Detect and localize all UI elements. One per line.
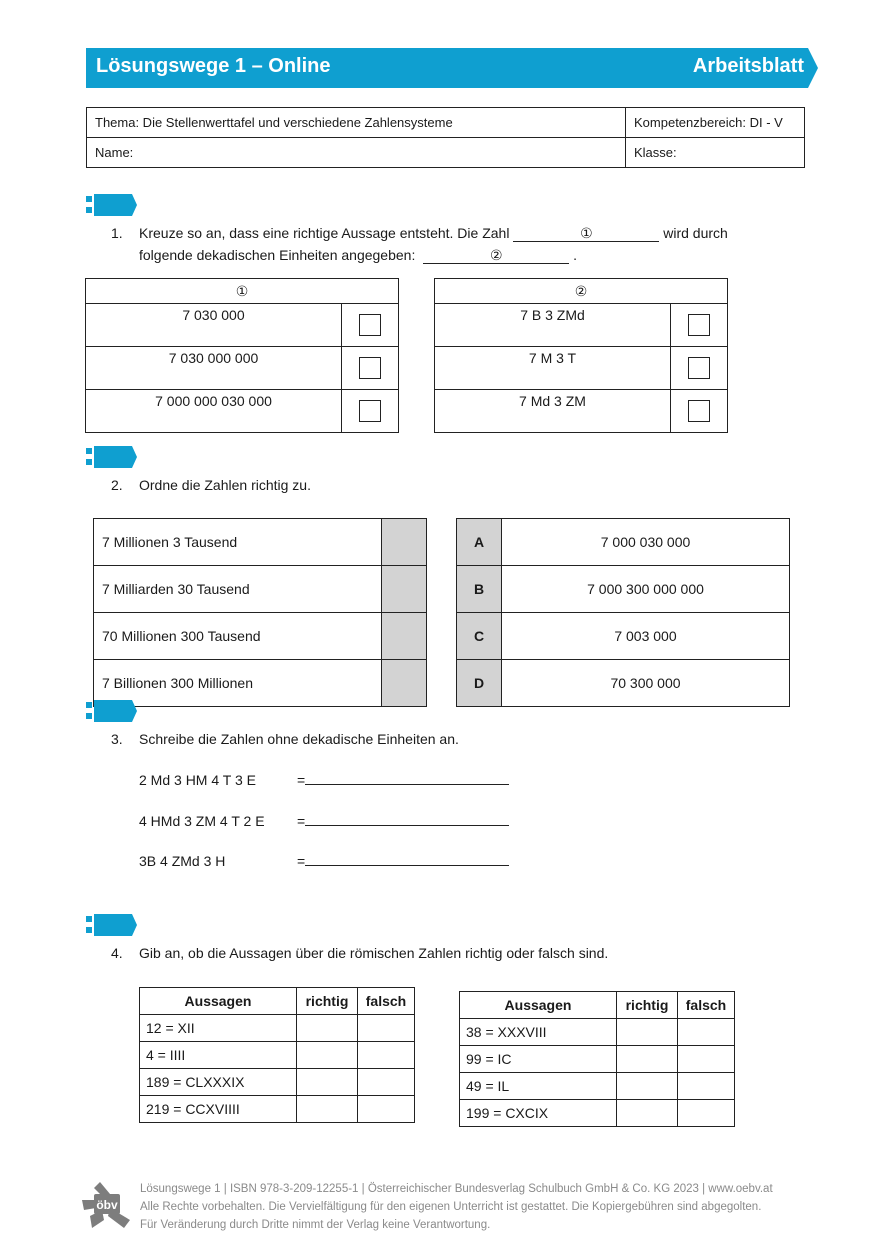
correct-cell[interactable]	[297, 1042, 358, 1069]
task1-text-c: folgende dekadischen Einheiten angegeben:	[139, 247, 416, 263]
match-term: 7 Milliarden 30 Tausend	[94, 566, 382, 613]
checkbox[interactable]	[688, 357, 710, 379]
match-term: 7 Billionen 300 Millionen	[94, 660, 382, 707]
name-field[interactable]: Name:	[87, 138, 626, 168]
checkbox[interactable]	[359, 357, 381, 379]
task2-left-table	[93, 518, 427, 707]
publisher-logo-icon	[80, 1180, 132, 1232]
roman-statement: 199 = CXCIX	[460, 1100, 617, 1127]
correct-cell[interactable]	[617, 1019, 678, 1046]
competence-cell: Kompetenzbereich: DI - V	[626, 108, 805, 138]
footer-line-1: Lösungswege 1 | ISBN 978-3-209-12255-1 | Österreichischer Bundesverlag Schulbuch GmbH & Co. KG 2023 | www.oebv.at	[140, 1183, 773, 1195]
correct-cell[interactable]	[617, 1100, 678, 1127]
task2-right-table	[456, 518, 790, 707]
answer-line[interactable]	[305, 851, 509, 866]
table1-option: 7 030 000	[86, 304, 342, 347]
roman-statement: 219 = CCXVIIII	[140, 1096, 297, 1123]
wrong-cell[interactable]	[358, 1069, 415, 1096]
task3-item-1	[139, 770, 509, 788]
roman-statement: 38 = XXXVIII	[460, 1019, 617, 1046]
task1-blank1[interactable]: ①	[513, 225, 659, 242]
table2-option: 7 M 3 T	[435, 347, 671, 390]
section-marker-4	[86, 914, 136, 936]
wrong-cell[interactable]	[358, 1096, 415, 1123]
col-correct: richtig	[297, 988, 358, 1015]
table1-option: 7 030 000 000	[86, 347, 342, 390]
task1-blank2[interactable]: ②	[423, 247, 569, 264]
wrong-cell[interactable]	[678, 1100, 735, 1127]
roman-statement: 99 = IC	[460, 1046, 617, 1073]
task4-table-1	[139, 987, 415, 1123]
checkbox-cell[interactable]	[671, 304, 728, 347]
answer-line[interactable]	[305, 811, 509, 826]
expression: 2 Md 3 HM 4 T 3 E	[139, 772, 256, 788]
answer-box[interactable]	[382, 519, 427, 566]
equals-sign: =	[297, 772, 306, 788]
expression: 4 HMd 3 ZM 4 T 2 E	[139, 813, 265, 829]
match-term: 70 Millionen 300 Tausend	[94, 613, 382, 660]
header-doc-type: Arbeitsblatt	[692, 55, 804, 77]
footer	[140, 1180, 820, 1234]
match-number: 70 300 000	[502, 660, 790, 707]
checkbox[interactable]	[359, 314, 381, 336]
answer-box[interactable]	[382, 660, 427, 707]
correct-cell[interactable]	[297, 1069, 358, 1096]
task4-number: 4.	[111, 945, 123, 961]
wrong-cell[interactable]	[678, 1019, 735, 1046]
roman-statement: 49 = IL	[460, 1073, 617, 1100]
correct-cell[interactable]	[617, 1046, 678, 1073]
answer-box[interactable]	[382, 566, 427, 613]
task4-table-2	[459, 991, 735, 1127]
checkbox-cell[interactable]	[671, 390, 728, 433]
match-number: 7 003 000	[502, 613, 790, 660]
roman-statement: 189 = CLXXXIX	[140, 1069, 297, 1096]
table1-header: ①	[86, 279, 399, 304]
correct-cell[interactable]	[297, 1096, 358, 1123]
col-correct: richtig	[617, 992, 678, 1019]
col-wrong: falsch	[358, 988, 415, 1015]
match-letter: C	[457, 613, 502, 660]
match-term: 7 Millionen 3 Tausend	[94, 519, 382, 566]
task1-table-2	[434, 278, 728, 433]
wrong-cell[interactable]	[678, 1046, 735, 1073]
task1-table-1	[85, 278, 399, 433]
task2-question: Ordne die Zahlen richtig zu.	[139, 477, 311, 493]
checkbox[interactable]	[688, 314, 710, 336]
roman-statement: 12 = XII	[140, 1015, 297, 1042]
col-statements: Aussagen	[140, 988, 297, 1015]
topic-cell: Thema: Die Stellenwerttafel und verschiedene Zahlensysteme	[87, 108, 626, 138]
expression: 3B 4 ZMd 3 H	[139, 853, 226, 869]
wrong-cell[interactable]	[678, 1073, 735, 1100]
footer-line-2: Alle Rechte vorbehalten. Die Vervielfältigung für den eigenen Unterricht ist gestattet. Die Kopiergebühren sind abgegolten.	[140, 1201, 762, 1213]
task4-question: Gib an, ob die Aussagen über die römischen Zahlen richtig oder falsch sind.	[139, 945, 609, 961]
table2-header: ②	[435, 279, 728, 304]
checkbox-cell[interactable]	[342, 347, 399, 390]
table2-option: 7 Md 3 ZM	[435, 390, 671, 433]
col-statements: Aussagen	[460, 992, 617, 1019]
header-title: Lösungswege 1 – Online	[96, 55, 331, 77]
task3-number: 3.	[111, 731, 123, 747]
class-field[interactable]: Klasse:	[626, 138, 805, 168]
wrong-cell[interactable]	[358, 1015, 415, 1042]
info-table	[86, 107, 805, 168]
section-marker-2	[86, 446, 136, 468]
checkbox-cell[interactable]	[342, 390, 399, 433]
task1-question	[139, 222, 799, 266]
task3-item-2	[139, 811, 509, 829]
task1-text-a: Kreuze so an, dass eine richtige Aussage entsteht. Die Zahl	[139, 225, 510, 241]
equals-sign: =	[297, 853, 306, 869]
task3-question: Schreibe die Zahlen ohne dekadische Einheiten an.	[139, 731, 459, 747]
col-wrong: falsch	[678, 992, 735, 1019]
header-banner-tip	[808, 48, 818, 88]
answer-box[interactable]	[382, 613, 427, 660]
match-number: 7 000 030 000	[502, 519, 790, 566]
section-marker-3	[86, 700, 136, 722]
correct-cell[interactable]	[297, 1015, 358, 1042]
match-letter: A	[457, 519, 502, 566]
task1-text-b: wird durch	[663, 225, 728, 241]
checkbox[interactable]	[359, 400, 381, 422]
correct-cell[interactable]	[617, 1073, 678, 1100]
task3-item-3	[139, 851, 509, 869]
match-letter: D	[457, 660, 502, 707]
logo-text: öbv	[96, 1198, 118, 1212]
equals-sign: =	[297, 813, 306, 829]
checkbox[interactable]	[688, 400, 710, 422]
table2-option: 7 B 3 ZMd	[435, 304, 671, 347]
checkbox-cell[interactable]	[342, 304, 399, 347]
table1-option: 7 000 000 030 000	[86, 390, 342, 433]
task1-text-d: .	[573, 247, 578, 263]
section-marker-1	[86, 194, 136, 216]
wrong-cell[interactable]	[358, 1042, 415, 1069]
footer-line-3: Für Veränderung durch Dritte nimmt der Verlag keine Verantwortung.	[140, 1219, 491, 1231]
task2-number: 2.	[111, 477, 123, 493]
roman-statement: 4 = IIII	[140, 1042, 297, 1069]
match-letter: B	[457, 566, 502, 613]
match-number: 7 000 300 000 000	[502, 566, 790, 613]
task1-number: 1.	[111, 225, 123, 241]
answer-line[interactable]	[305, 770, 509, 785]
checkbox-cell[interactable]	[671, 347, 728, 390]
